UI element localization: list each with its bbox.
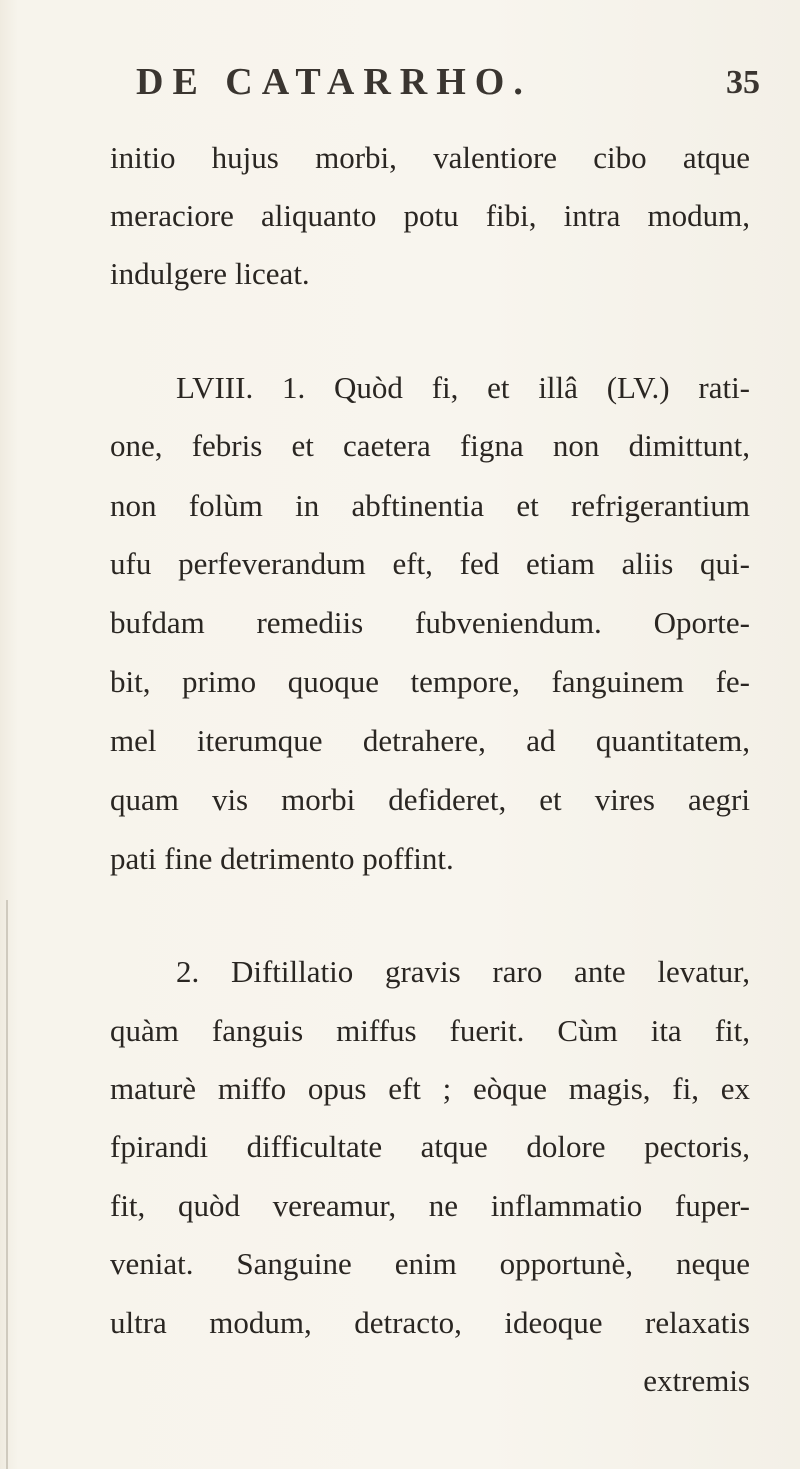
text-line: bit, primo quoque tempore, fanguinem fe- — [110, 664, 750, 699]
text-line: LVIII. 1. Quòd fi, et illâ (LV.) rati- — [176, 370, 750, 405]
text-line: bufdam remediis fubveniendum. Oporte- — [110, 605, 750, 640]
text-line: veniat. Sanguine enim opportunè, neque — [110, 1246, 750, 1281]
text-line: meraciore aliquanto potu fibi, intra modum, — [110, 198, 750, 233]
text-line: maturè miffo opus eft ; eòque magis, fi, ex — [110, 1071, 750, 1106]
text-line: fit, quòd vereamur, ne inflammatio fuper- — [110, 1188, 750, 1223]
running-title: DE CATARRHO. — [136, 61, 532, 103]
text-line: indulgere liceat. — [110, 256, 310, 291]
text-line: quàm fanguis miffus fuerit. Cùm ita fit, — [110, 1013, 750, 1048]
text-line: initio hujus morbi, valentiore cibo atque — [110, 140, 750, 175]
text-line: quam vis morbi defideret, et vires aegri — [110, 782, 750, 817]
text-line: ultra modum, detracto, ideoque relaxatis — [110, 1305, 750, 1340]
text-line: one, febris et caetera figna non dimittunt, — [110, 428, 750, 463]
text-line: mel iterumque detrahere, ad quantitatem, — [110, 723, 750, 758]
text-line: fpirandi difficultate atque dolore pectoris, — [110, 1129, 750, 1164]
page-number: 35 — [726, 64, 760, 101]
page-edge-shadow — [6, 900, 8, 1469]
text-line: non folùm in abftinentia et refrigerantium — [110, 488, 750, 523]
page-header — [0, 60, 800, 120]
text-line: pati fine detrimento poffint. — [110, 841, 454, 876]
text-line: 2. Diftillatio gravis raro ante levatur, — [176, 954, 750, 989]
text-line: ufu perfeverandum eft, fed etiam aliis qui- — [110, 546, 750, 581]
catchword: extremis — [643, 1363, 750, 1398]
